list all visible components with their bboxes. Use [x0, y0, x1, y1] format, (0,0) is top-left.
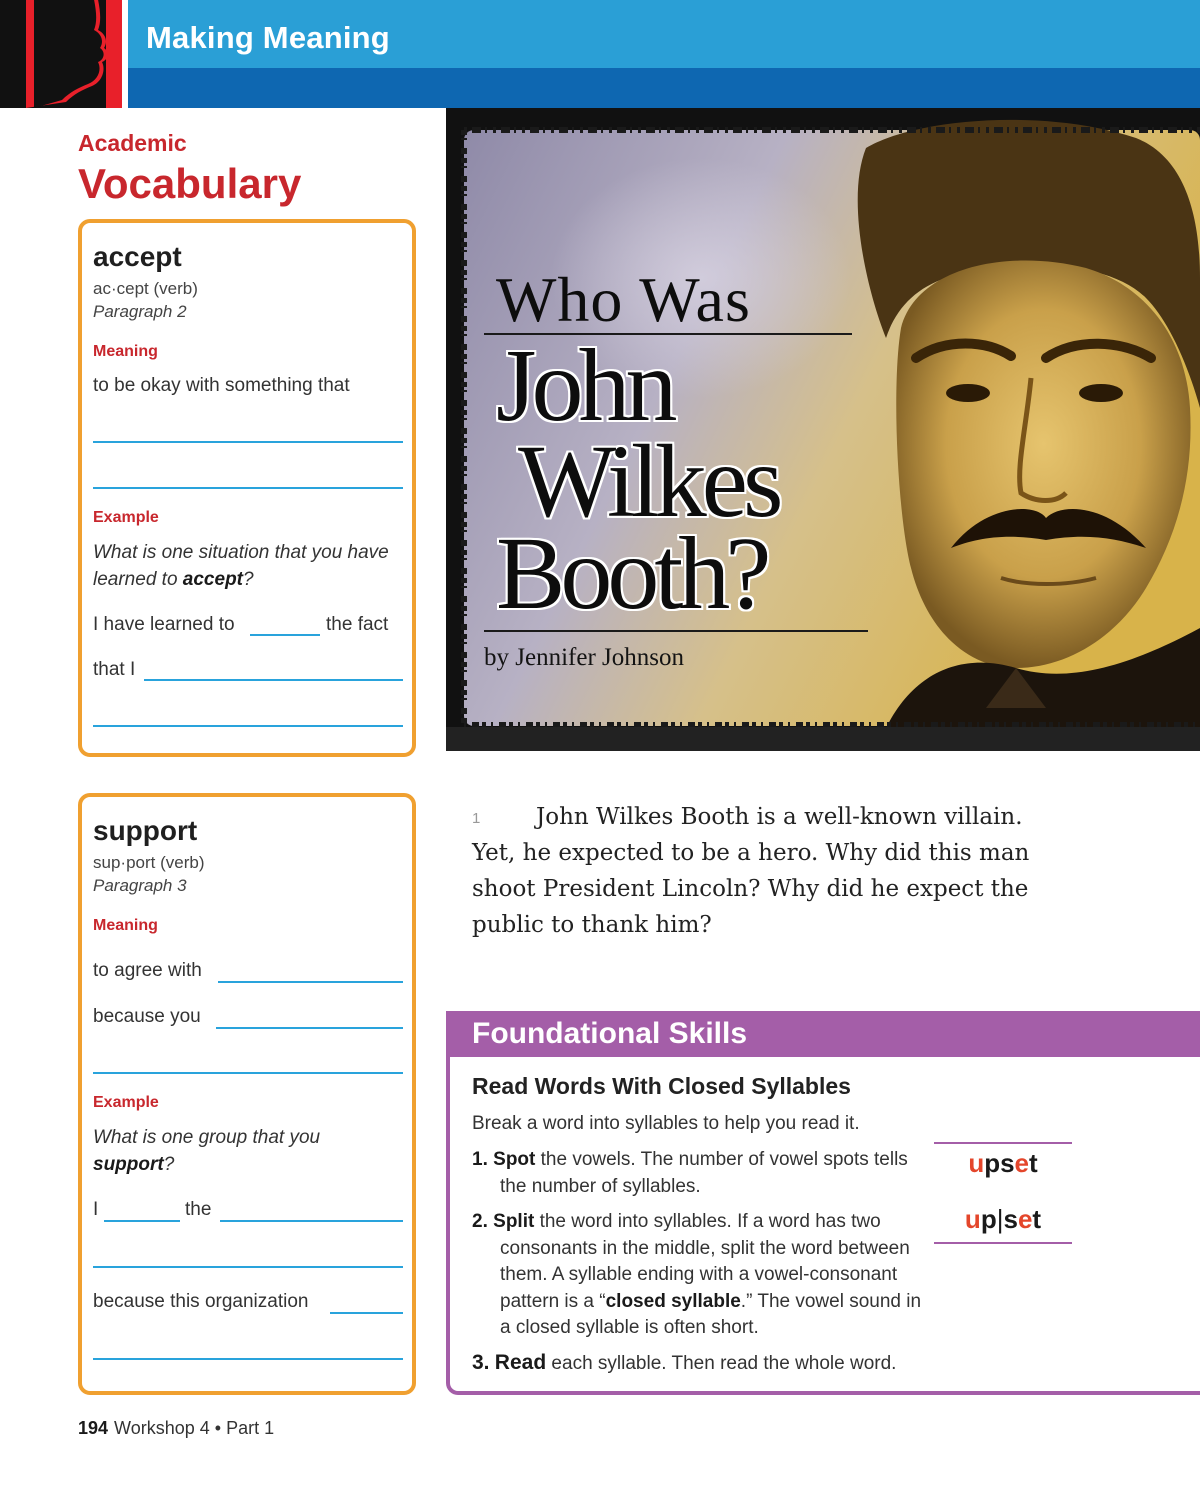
article-title-line-3: Wilkes [518, 424, 779, 539]
vocab-paragraph-ref: Paragraph 2 [93, 302, 187, 321]
sentence-frame-text: I [93, 1199, 99, 1220]
meaning-label: Meaning [93, 917, 158, 934]
skill-step-3: 3. Read each syllable. Then read the whole word. [472, 1351, 897, 1374]
sentence-frame-text: the fact [326, 614, 389, 635]
vocab-card-accept [78, 219, 416, 757]
footer-label: Workshop 4 • Part 1 [114, 1418, 275, 1438]
write-in-line[interactable] [93, 441, 403, 443]
example-label: Example [93, 509, 159, 526]
vocab-word: support [93, 815, 198, 846]
header-bar-lower [128, 68, 1200, 108]
article-byline: by Jennifer Johnson [484, 644, 684, 671]
example-word-split: up|set [964, 1204, 1042, 1234]
vocab-heading-big: Vocabulary [78, 160, 302, 207]
foundational-skills-title: Foundational Skills [472, 1017, 748, 1050]
article-paragraph: John Wilkes Booth is a well-known villain. Yet, he expected to be a hero. Why did this man shoot President Lincoln? Why did he expect the public to thank him? [472, 804, 1030, 938]
write-in-line[interactable] [93, 1072, 403, 1074]
write-in-line[interactable] [218, 981, 403, 983]
write-in-line[interactable] [93, 725, 403, 727]
example-question: What is one group that you support? [93, 1127, 321, 1175]
sentence-frame-text: I have learned to [93, 614, 235, 635]
vocab-paragraph-ref: Paragraph 3 [93, 876, 187, 895]
profile-silhouette-icon [26, 0, 116, 108]
write-in-line[interactable] [93, 1266, 403, 1268]
meaning-text: to agree with [93, 960, 202, 981]
example-rule [934, 1142, 1072, 1144]
write-in-line[interactable] [144, 679, 403, 681]
write-in-line[interactable] [216, 1027, 403, 1029]
vocab-heading-small: Academic [78, 130, 187, 156]
article-title-line-2: John [496, 328, 673, 443]
write-in-blank[interactable] [250, 634, 320, 636]
foundational-skills-intro: Break a word into syllables to help you read it. [472, 1113, 860, 1134]
workshop-logo [0, 0, 122, 108]
sentence-frame-text: the [185, 1199, 212, 1220]
example-word-upset: upset [968, 1148, 1038, 1178]
page-number: 194 [78, 1418, 109, 1438]
write-in-blank[interactable] [330, 1312, 403, 1314]
skill-step-1: 1. Spot the vowels. The number of vowel spots tells the number of syllables. [472, 1149, 908, 1197]
write-in-line[interactable] [93, 1358, 403, 1360]
meaning-text: to be okay with something that [93, 375, 350, 396]
vocab-pronunciation: ac·cept (verb) [93, 279, 198, 298]
title-rule [484, 630, 868, 632]
example-question: What is one situation that you have learned to accept? [93, 542, 389, 590]
page-footer [78, 1418, 274, 1439]
image-bottom-bar [446, 727, 1200, 751]
meaning-text: because you [93, 1006, 201, 1027]
article-title-line-4: Booth? [496, 516, 767, 631]
paragraph-number: 1 [472, 810, 481, 827]
vocab-word: accept [93, 241, 182, 272]
write-in-line[interactable] [93, 487, 403, 489]
skill-step-2: 2. Split the word into syllables. If a word has two consonants in the middle, split the word between them. A syllable ending with a vowel-consonant pattern is a “closed syllable.” The vowel sound in a closed syllable is often short. [472, 1211, 922, 1338]
foundational-skills-subtitle: Read Words With Closed Syllables [472, 1073, 851, 1099]
vocab-card-support [78, 793, 416, 1395]
article-title-line-1: Who Was [496, 264, 751, 335]
sentence-frame-text: that I [93, 659, 136, 680]
sentence-frame-text: because this organization [93, 1291, 309, 1312]
meaning-label: Meaning [93, 343, 158, 360]
vocab-pronunciation: sup·port (verb) [93, 853, 205, 872]
example-rule [934, 1242, 1072, 1244]
page-section-title: Making Meaning [146, 20, 390, 55]
example-label: Example [93, 1094, 159, 1111]
write-in-blank[interactable] [104, 1220, 180, 1222]
write-in-line[interactable] [220, 1220, 403, 1222]
